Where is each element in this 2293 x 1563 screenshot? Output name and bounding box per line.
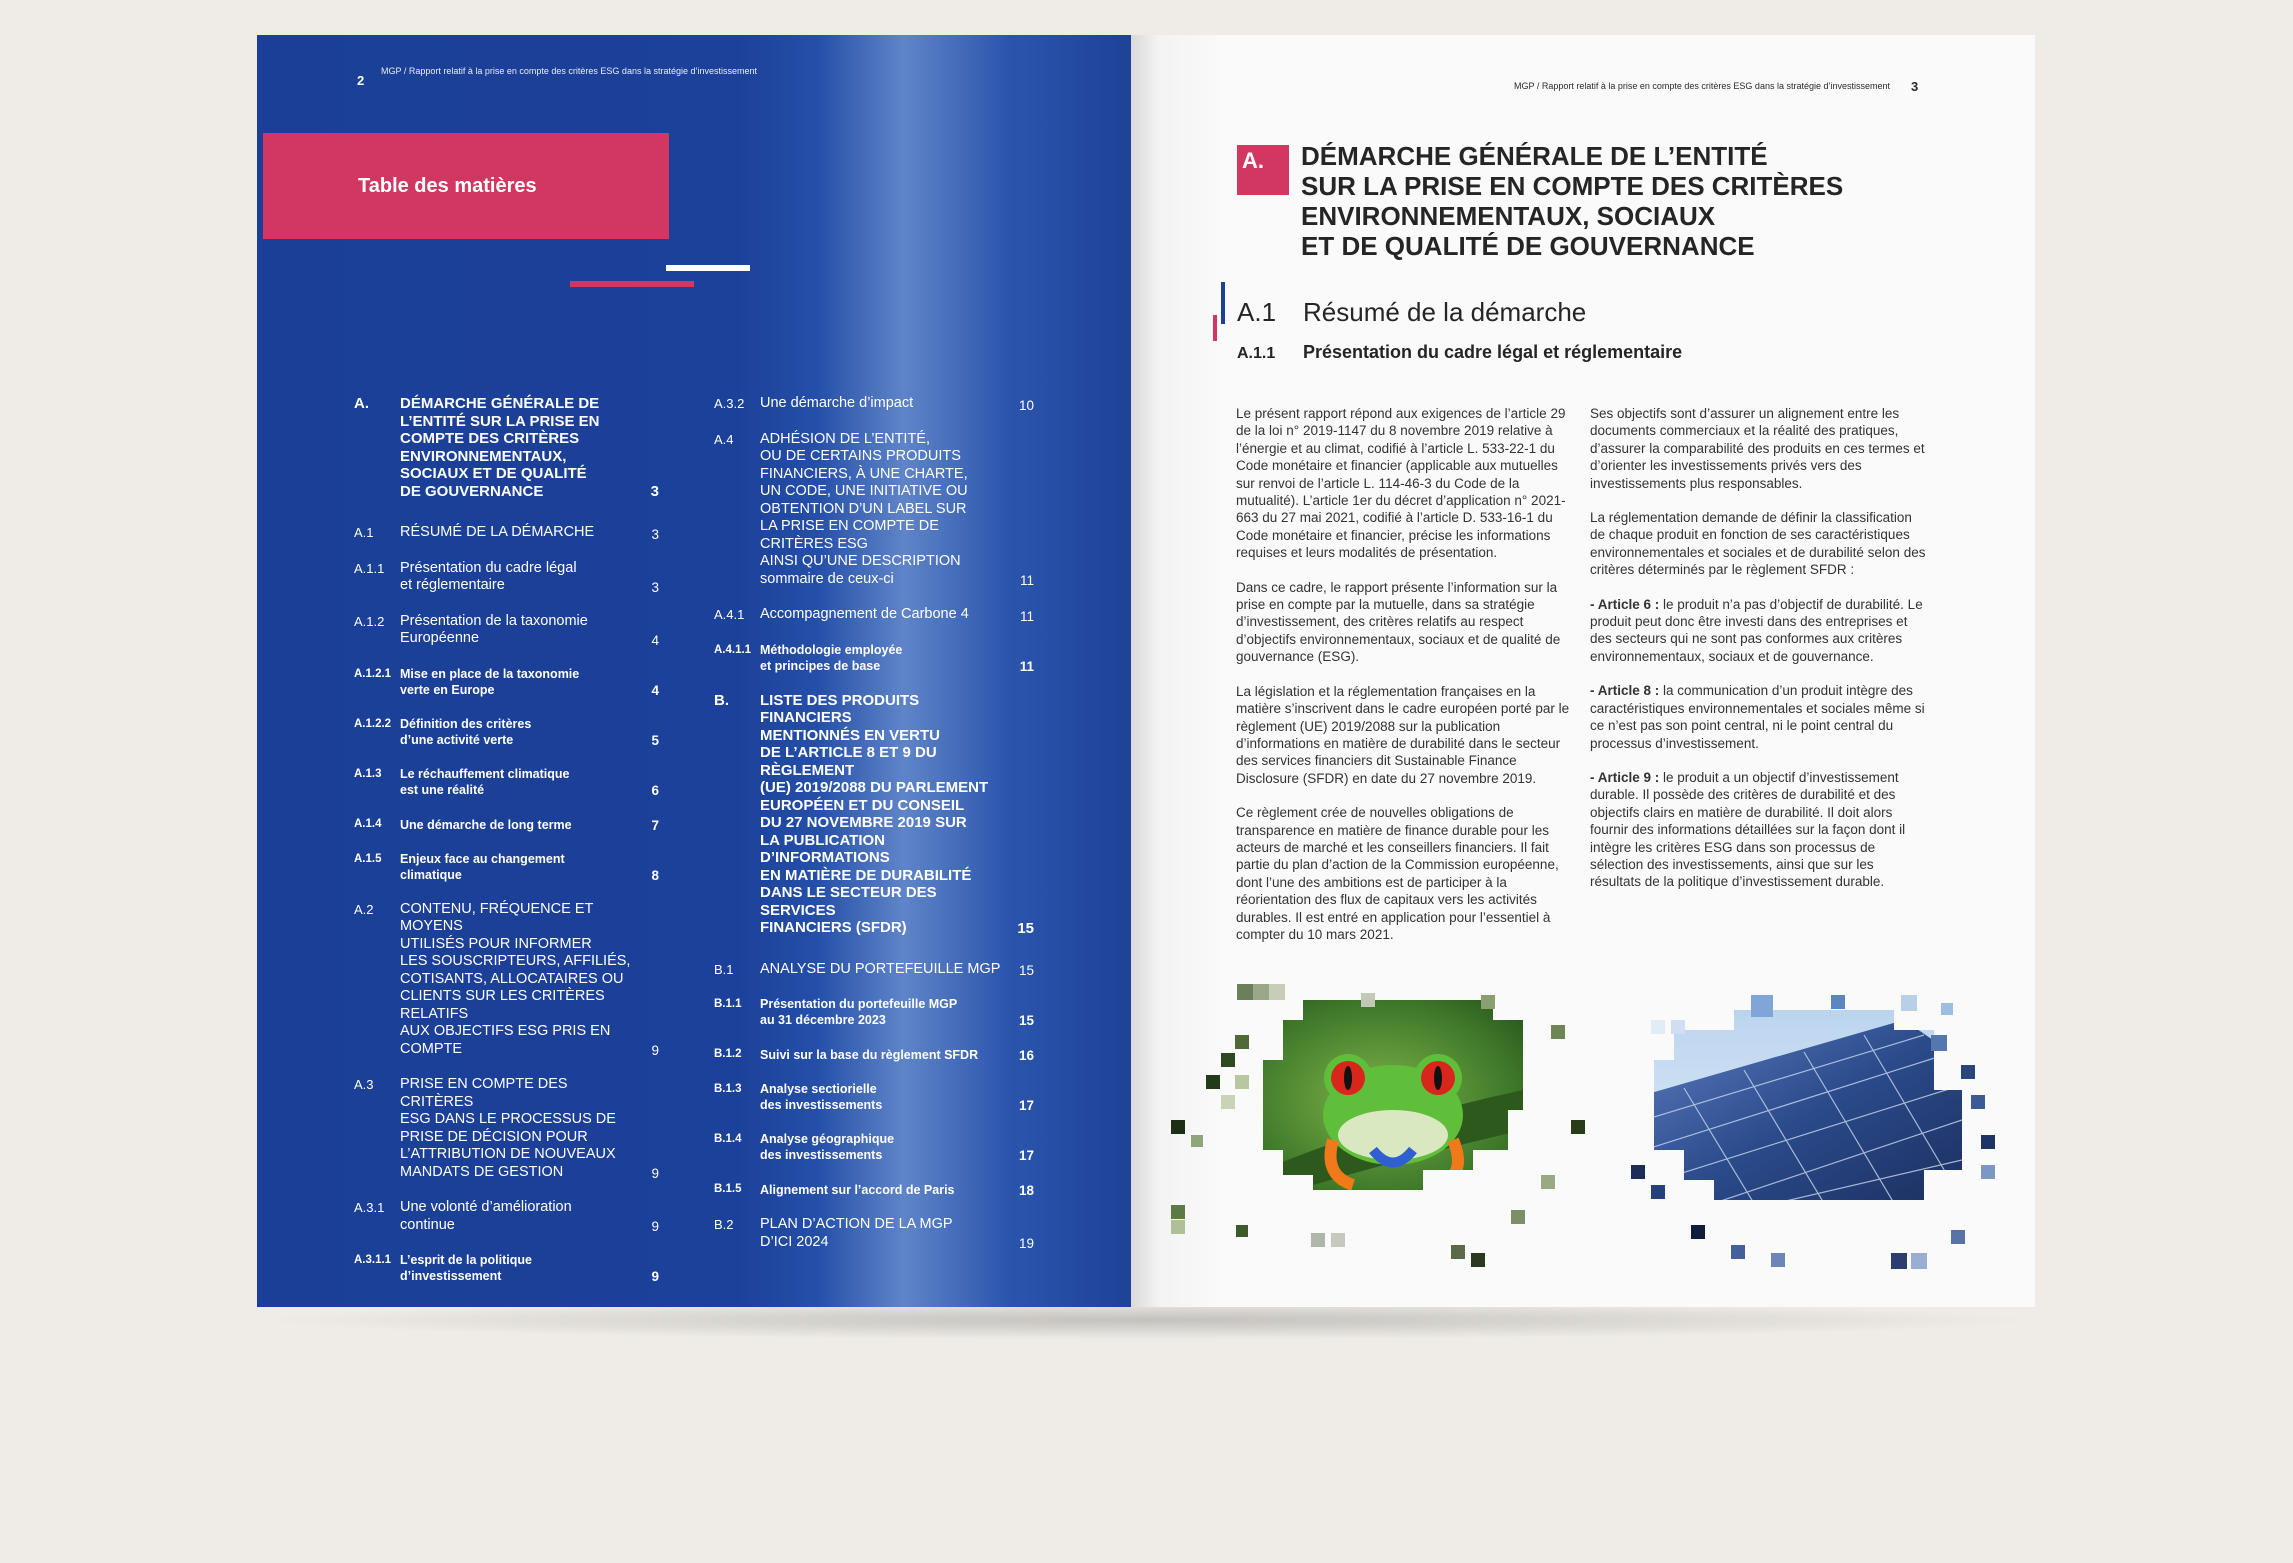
toc-entry[interactable] <box>354 766 659 798</box>
toc-entry-code: A.3.1.1 <box>354 1254 392 1266</box>
pixel-square <box>1191 1135 1203 1147</box>
pixel-square <box>1171 1120 1185 1134</box>
heading-marker-red <box>1213 315 1217 341</box>
pixel-square <box>1651 1020 1665 1034</box>
toc-entry-code: B.2 <box>714 1217 734 1232</box>
pixel-square <box>1631 1165 1645 1179</box>
decor-bar-red <box>570 281 694 287</box>
article-label: - Article 6 : <box>1590 596 1660 612</box>
toc-entry-title: ADHÉSION DE L’ENTITÉ, OU DE CERTAINS PRODUITS FINANCIERS, À UNE CHARTE, UN CODE, UNE INITIATIVE OU OBTENTION D’UN LABEL SUR LA PRISE EN COMPTE DE CRITÈRES ESG AINSI QU’UNE DESCRIPTION sommaire de ceux-ci <box>760 430 968 587</box>
toc-entry-code: B.1.5 <box>714 1183 742 1195</box>
toc-entry-title: Analyse sectiorielle des investissements <box>760 1082 883 1112</box>
paragraph: La réglementation demande de définir la classification de chaque produit en fonction de ses caractéristiques environnementales et sociales et de durabilité selon des critères déterminés par le règlement SFDR : <box>1590 510 1926 578</box>
toc-entry[interactable] <box>354 666 659 698</box>
toc-entry-page: 3 <box>650 483 659 500</box>
pixel-square <box>1961 1065 1975 1079</box>
toc-entry-code: A.1.1 <box>354 560 385 576</box>
article-text: la communication d’un produit intègre des caractéristiques environnementales et sociales même si ce n’est pas son point central, ni le point central du processus d’investissement. <box>1590 683 1925 751</box>
toc-entry-title: LISTE DES PRODUITS FINANCIERS MENTIONNÉS EN VERTU DE L’ARTICLE 8 ET 9 DU RÈGLEMENT (UE) 2019/2088 DU PARLEMENT EUROPÉEN ET DU CONSEIL DU 27 NOVEMBRE 2019 SUR LA PUBLICATION D’INFORMATIONS EN MATIÈRE DE DURABILITÉ DANS LE SECTEUR DES SERVICES FINANCIERS (SFDR) <box>760 691 989 936</box>
pixel-square <box>1237 984 1253 1000</box>
toc-entry-code: A.3.2 <box>714 396 745 411</box>
pixel-square <box>1311 1233 1325 1247</box>
article-text: le produit a un objectif d’investissement durable. Il possède des critères de durabilité et des objectifs clairs en matière de durabilité. Il doit alors fournir des informations détaillées sur la façon dont il intègre les critères ESG dans son processus de sélection des investissements, ainsi que sur les résultats de la politique d’investissement durable. <box>1590 769 1906 890</box>
pixel-square <box>1891 1253 1907 1269</box>
toc-entry-title: L’esprit de la politique d’investissement <box>400 1253 532 1283</box>
toc-entry[interactable] <box>354 901 659 1059</box>
toc-entry-code: A.1.4 <box>354 817 382 830</box>
pixel-square <box>1171 1205 1185 1219</box>
subsection-code: A.1 <box>1237 297 1277 327</box>
pixel-square <box>1931 1035 1947 1051</box>
toc-entry-code: A.3.1 <box>354 1200 385 1215</box>
toc-entry-code: A.1.2 <box>354 613 385 629</box>
toc-entry-page: 9 <box>651 1043 659 1058</box>
toc-entry-title: Suivi sur la base du règlement SFDR <box>760 1048 979 1062</box>
toc-entry-page: 10 <box>1018 397 1034 413</box>
toc-entry-page: 15 <box>1017 919 1034 937</box>
article-item <box>1590 682 1926 752</box>
toc-entry-title: Présentation du portefeuille MGP au 31 décembre 2023 <box>760 997 958 1027</box>
frog-photo <box>1223 1000 1535 1220</box>
toc-entry[interactable] <box>354 851 659 883</box>
pixel-square <box>1751 995 1773 1017</box>
pixel-square <box>1221 1053 1235 1067</box>
right-page <box>1131 35 2035 1307</box>
sub-subsection-heading <box>1237 342 1682 363</box>
toc-entry[interactable] <box>354 1076 659 1181</box>
pixel-square <box>1771 1253 1785 1267</box>
toc-entry-page: 17 <box>1018 1148 1034 1163</box>
toc-entry-page: 11 <box>1019 658 1034 674</box>
paragraph: Le présent rapport répond aux exigences de l’article 29 de la loi n° 2019-1147 du 8 novembre 2019 relative à l’énergie et au climat, codifié à l’article L. 533-22-1 du Code monétaire et financier (applicable aux mutuelles sur renvoi de l’article L. 114-46-3 du Code de la mutualité). L’article 1er du décret d’application n° 2021-663 du 27 mai 2021, codifié à l’article D. 533-16-1 du Code monétaire et financier, précise les informations requises et leurs modalités de présentation. <box>1236 406 1566 561</box>
pixel-square <box>1691 1225 1705 1239</box>
toc-entry-title: Méthodologie employée et principes de base <box>760 642 903 673</box>
toc-entry[interactable] <box>354 1252 659 1284</box>
toc-entry-title: Une démarche de long terme <box>400 817 572 832</box>
pixel-square <box>1911 1253 1927 1269</box>
toc-entry[interactable] <box>714 1081 1034 1113</box>
page-number-left: 2 <box>357 73 365 88</box>
toc-entry-page: 4 <box>651 632 659 648</box>
toc-entry[interactable] <box>354 1199 659 1234</box>
sub-subsection-title: Présentation du cadre légal et réglementaire <box>1303 342 1683 362</box>
toc-entry-page: 8 <box>651 867 659 883</box>
toc-entry-code: A.4.1 <box>714 607 745 622</box>
toc-entry-page: 3 <box>651 526 659 542</box>
pixel-square <box>1511 1210 1525 1224</box>
toc-entry-code: A.1 <box>354 525 374 540</box>
article-label: - Article 8 : <box>1590 683 1660 699</box>
toc-entry-page: 18 <box>1018 1183 1034 1198</box>
toc-entry[interactable] <box>354 816 659 833</box>
section-badge: A. <box>1237 145 1289 195</box>
pixel-square <box>1731 1245 1745 1259</box>
toc-column-1 <box>354 395 659 1302</box>
toc-entry[interactable] <box>714 1131 1034 1163</box>
article-label: - Article 9 : <box>1590 769 1660 785</box>
toc-column-2 <box>714 395 1034 1269</box>
toc-entry[interactable] <box>354 613 659 648</box>
frog-illustration <box>1223 1000 1535 1220</box>
toc-entry-code: A.1.3 <box>354 767 382 780</box>
toc-entry-page: 11 <box>1019 608 1034 624</box>
sub-subsection-code: A.1.1 <box>1237 345 1276 362</box>
pixel-square <box>1541 1175 1555 1189</box>
toc-entry-page: 15 <box>1018 1013 1034 1028</box>
toc-entry-code: A.2 <box>354 901 374 917</box>
pixel-square <box>1571 1120 1585 1134</box>
toc-entry-title: PLAN D’ACTION DE LA MGP D’ICI 2024 <box>760 1216 953 1250</box>
pixel-square <box>1221 1095 1235 1109</box>
body-column-2 <box>1590 405 1926 908</box>
paragraph: Dans ce cadre, le rapport présente l’information sur la prise en compte par la mutuelle, dans sa stratégie d’investissement, des critères relatifs au respect d’objectifs environnementaux, sociaux et de qualité de gouvernance (ESG). <box>1236 579 1561 665</box>
toc-entry-title: Alignement sur l’accord de Paris <box>760 1183 955 1197</box>
pixel-square <box>1235 1035 1249 1049</box>
pixel-square <box>1451 1245 1465 1259</box>
toc-entry-title: CONTENU, FRÉQUENCE ET MOYENS UTILISÉS POUR INFORMER LES SOUSCRIPTEURS, AFFILIÉS, COTISANTS, ALLOCATAIRES OU CLIENTS SUR LES CRITÈRES RELATIFS AUX OBJECTIFS ESG PRIS EN COMPTE <box>400 900 631 1057</box>
solar-panel-illustration <box>1644 1000 1962 1220</box>
toc-entry-page: 9 <box>651 1269 659 1284</box>
pixel-square <box>1981 1135 1995 1149</box>
running-header-left: MGP / Rapport relatif à la prise en compte des critères ESG dans la stratégie d’investissement <box>381 66 758 76</box>
toc-entry-title: Enjeux face au changement climatique <box>400 851 565 882</box>
toc-entry-code: A.1.2.2 <box>354 717 392 730</box>
heading-marker-blue <box>1221 282 1225 324</box>
toc-entry-page: 19 <box>1018 1236 1034 1251</box>
toc-entry[interactable] <box>714 1216 1034 1251</box>
pixel-square <box>1253 984 1269 1000</box>
pixel-square <box>1236 1225 1248 1237</box>
paragraph: La législation et la réglementation françaises en la matière s’inscrivent dans le cadre européen porté par le règlement (UE) 2019/2088 sur la publication d’informations en matière de durabilité dans le secteur des services financiers dit Sustainable Finance Disclosure (SFDR) en date du 27 novembre 2019. <box>1236 683 1570 786</box>
toc-entry-title: Définition des critères d’une activité verte <box>400 716 532 747</box>
pixel-square <box>1361 993 1375 1007</box>
toc-entry-code: B.1.1 <box>714 998 742 1010</box>
toc-entry-page: 9 <box>651 1219 659 1234</box>
pixel-square <box>1831 995 1845 1009</box>
toc-banner <box>263 133 669 239</box>
toc-entry-title: DÉMARCHE GÉNÉRALE DE L’ENTITÉ SUR LA PRISE EN COMPTE DES CRITÈRES ENVIRONNEMENTAUX, SOCIAUX ET DE QUALITÉ DE GOUVERNANCE <box>400 395 600 500</box>
toc-entry-code: A. <box>354 395 369 412</box>
subsection-heading <box>1237 297 1586 328</box>
toc-entry-title: Accompagnement de Carbone 4 <box>760 606 969 622</box>
toc-entry-page: 3 <box>651 579 659 595</box>
toc-entry-title: ANALYSE DU PORTEFEUILLE MGP <box>760 960 1001 977</box>
pixel-square <box>1671 1020 1685 1034</box>
toc-entry-title: RÉSUMÉ DE LA DÉMARCHE <box>400 524 595 540</box>
toc-entry-title: Présentation de la taxonomie Européenne <box>400 612 588 646</box>
toc-entry-page: 4 <box>651 682 659 698</box>
toc-entry-page: 11 <box>1019 573 1034 588</box>
article-text: le produit n’a pas d’objectif de durabilité. Le produit peut donc être investi dans des entreprises et des secteurs qui ne sont pas conformes aux critères environnementaux, sociaux et de gouvernance. <box>1590 596 1923 664</box>
toc-entry[interactable] <box>354 560 659 595</box>
toc-entry[interactable] <box>714 395 1034 413</box>
toc-entry-code: A.1.5 <box>354 852 382 865</box>
decor-bar-white <box>666 265 750 271</box>
pixel-square <box>1941 1003 1953 1015</box>
toc-entry[interactable] <box>714 642 1034 674</box>
section-title: DÉMARCHE GÉNÉRALE DE L’ENTITÉ SUR LA PRISE EN COMPTE DES CRITÈRES ENVIRONNEMENTAUX, SOCIAUX ET DE QUALITÉ DE GOUVERNANCE <box>1301 141 1844 261</box>
toc-entry-title: Analyse géographique des investissements <box>760 1132 895 1162</box>
pixel-square <box>1901 995 1917 1011</box>
left-page <box>257 35 1131 1307</box>
subsection-title: Résumé de la démarche <box>1303 297 1587 327</box>
toc-entry[interactable] <box>714 1046 1034 1063</box>
toc-entry-code: A.3 <box>354 1077 374 1092</box>
pixel-square <box>1471 1253 1485 1267</box>
toc-entry-code: B.1.4 <box>714 1133 742 1145</box>
article-item <box>1590 596 1926 666</box>
pixel-square <box>1235 1075 1249 1089</box>
toc-entry-page: 7 <box>651 817 659 833</box>
pixel-square <box>1971 1095 1985 1109</box>
toc-title: Table des matières <box>358 175 537 197</box>
paragraph: Ce règlement crée de nouvelles obligations de transparence en matière de finance durable pour les acteurs de marché et les conseillers financiers. Il fait partie du plan d’action de la Commission européenne, dont l’une des ambitions est de participer à la réorientation des flux de capitaux vers les activités durables. Il est entré en application pour l’essentiel à compter du 10 mars 2021. <box>1236 805 1559 942</box>
toc-entry[interactable] <box>714 692 1034 937</box>
toc-entry-title: Présentation du cadre légal et réglementaire <box>400 559 577 593</box>
toc-entry[interactable] <box>714 1181 1034 1198</box>
toc-entry-code: B.1.2 <box>714 1048 742 1060</box>
toc-entry-code: A.1.2.1 <box>354 667 392 680</box>
toc-entry-code: B.1.3 <box>714 1083 742 1095</box>
toc-entry-page: 9 <box>651 1166 659 1181</box>
toc-entry-page: 5 <box>651 732 659 748</box>
toc-entry[interactable] <box>354 716 659 748</box>
pixel-square <box>1269 984 1285 1000</box>
pixel-square <box>1981 1165 1995 1179</box>
toc-entry-code: B.1 <box>714 961 734 977</box>
toc-entry-page: 6 <box>651 782 659 798</box>
toc-entry-title: Mise en place de la taxonomie verte en Europe <box>400 666 580 697</box>
toc-entry-page: 17 <box>1018 1098 1034 1113</box>
toc-entry-page: 15 <box>1018 963 1034 978</box>
toc-entry-title: PRISE EN COMPTE DES CRITÈRES ESG DANS LE PROCESSUS DE PRISE DE DÉCISION POUR L’ATTRIBUTION DE NOUVEAUX MANDATS DE GESTION <box>400 1076 616 1180</box>
pixel-square <box>1331 1233 1345 1247</box>
toc-entry[interactable] <box>714 606 1034 624</box>
article-item <box>1590 769 1926 891</box>
pixel-square <box>1651 1185 1665 1199</box>
pixel-square <box>1206 1075 1220 1089</box>
pixel-square <box>1951 1230 1965 1244</box>
page-number-right: 3 <box>1911 79 1919 94</box>
solar-panels-photo <box>1644 1000 1962 1220</box>
toc-entry-code: B. <box>714 691 729 709</box>
running-header-right: MGP / Rapport relatif à la prise en compte des critères ESG dans la stratégie d’investissement <box>1514 81 1891 91</box>
toc-entry-title: Une démarche d’impact <box>760 395 914 411</box>
toc-entry-code: A.4.1.1 <box>714 643 752 656</box>
toc-entry[interactable] <box>714 431 1034 589</box>
toc-entry-page: 16 <box>1018 1048 1034 1063</box>
pixel-square <box>1551 1025 1565 1039</box>
toc-entry-title: Une volonté d’amélioration continue <box>400 1199 572 1233</box>
toc-entry-title: Le réchauffement climatique est une réalité <box>400 766 570 797</box>
pixel-square <box>1481 995 1495 1009</box>
toc-entry-code: A.4 <box>714 431 734 447</box>
toc-entry[interactable] <box>354 524 659 542</box>
toc-entry[interactable] <box>354 395 659 500</box>
paragraph: Ses objectifs sont d’assurer un alignement entre les documents commerciaux et la réalité des pratiques, d’assurer la comparabilité des produits en ces termes et d’orienter les investissements privés vers des investissements plus responsables. <box>1590 406 1925 491</box>
toc-entry[interactable] <box>714 996 1034 1028</box>
toc-entry[interactable] <box>714 961 1034 979</box>
body-column-1 <box>1236 405 1572 960</box>
pixel-square <box>1171 1220 1185 1234</box>
